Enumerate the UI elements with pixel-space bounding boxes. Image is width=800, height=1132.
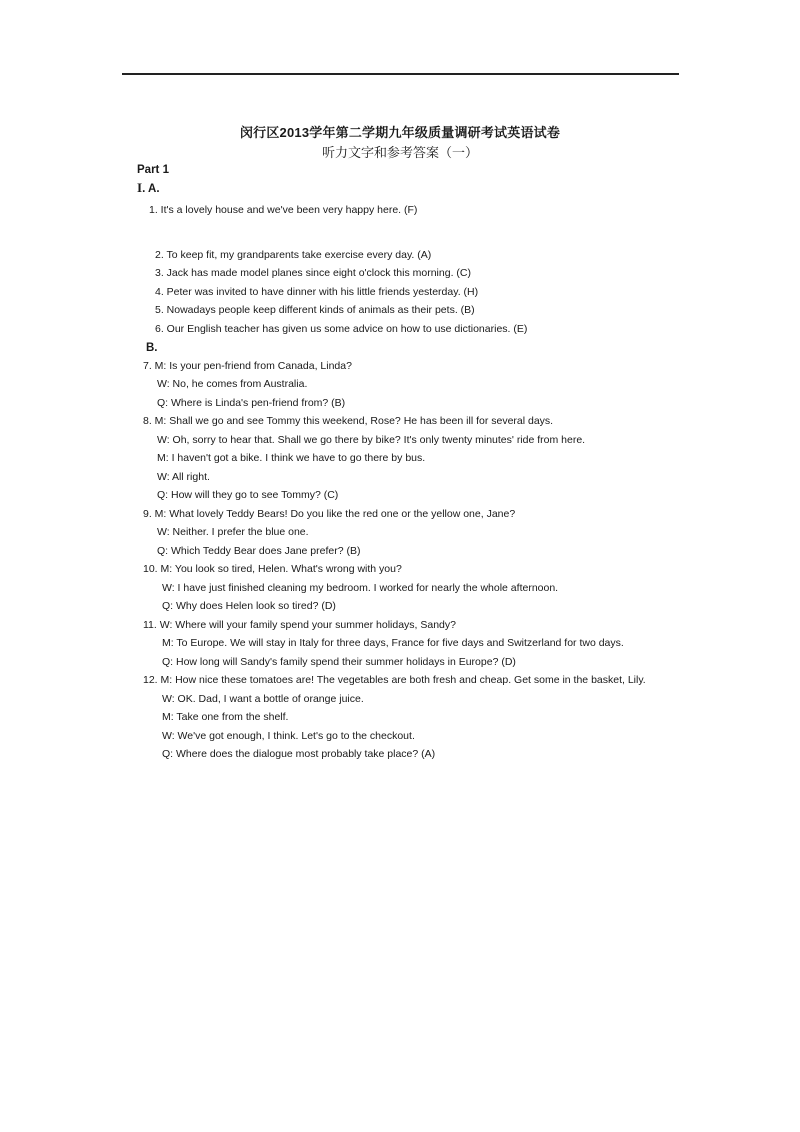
dialogue-line: W: We've got enough, I think. Let's go to the checkout. <box>162 730 415 742</box>
dialogue-line: 12. M: How nice these tomatoes are! The vegetables are both fresh and cheap. Get some in the basket, Lily. <box>143 674 646 686</box>
document-title: 闵行区2013学年第二学期九年级质量调研考试英语试卷 <box>239 125 561 140</box>
dialogue-line: W: I have just finished cleaning my bedroom. I worked for nearly the whole afternoon. <box>162 582 559 594</box>
item-line: 6. Our English teacher has given us some advice on how to use dictionaries. (E) <box>155 323 528 335</box>
dialogue-line: W: All right. <box>157 471 210 483</box>
section-b-label: B. <box>146 342 158 354</box>
dialogue-line: Q: Where is Linda's pen-friend from? (B) <box>157 397 346 409</box>
item-line: 1. It's a lovely house and we've been very happy here. (F) <box>149 204 418 216</box>
dialogue-line: 8. M: Shall we go and see Tommy this weekend, Rose? He has been ill for several days. <box>143 415 554 427</box>
item-line: 4. Peter was invited to have dinner with his little friends yesterday. (H) <box>155 286 479 298</box>
dialogue-line: Q: How will they go to see Tommy? (C) <box>157 489 339 501</box>
section-a-label: . A. <box>142 183 160 195</box>
document-subtitle: 听力文字和参考答案（一） <box>321 145 478 160</box>
dialogue-line: 9. M: What lovely Teddy Bears! Do you like the red one or the yellow one, Jane? <box>143 508 516 520</box>
dialogue-line: W: Neither. I prefer the blue one. <box>157 526 309 538</box>
dialogue-line: Q: How long will Sandy's family spend their summer holidays in Europe? (D) <box>162 656 516 668</box>
item-line: 5. Nowadays people keep different kinds of animals as their pets. (B) <box>155 304 475 316</box>
dialogue-line: Q: Why does Helen look so tired? (D) <box>162 600 336 612</box>
section-heading-a <box>137 181 160 196</box>
dialogue-line: 11. W: Where will your family spend your summer holidays, Sandy? <box>143 619 456 631</box>
dialogue-line: M: I haven't got a bike. I think we have to go there by bus. <box>157 452 426 464</box>
dialogue-line: W: No, he comes from Australia. <box>157 378 308 390</box>
dialogue-line: W: OK. Dad, I want a bottle of orange juice. <box>162 693 364 705</box>
dialogue-line: 7. M: Is your pen-friend from Canada, Linda? <box>143 360 352 372</box>
dialogue-line: Q: Which Teddy Bear does Jane prefer? (B) <box>157 545 361 557</box>
dialogue-line: W: Oh, sorry to hear that. Shall we go there by bike? It's only twenty minutes' ride from here. <box>157 434 586 446</box>
dialogue-line: M: Take one from the shelf. <box>162 711 289 723</box>
dialogue-line: 10. M: You look so tired, Helen. What's wrong with you? <box>143 563 402 575</box>
item-line: 3. Jack has made model planes since eight o'clock this morning. (C) <box>155 267 471 279</box>
item-line: 2. To keep fit, my grandparents take exercise every day. (A) <box>155 249 432 261</box>
dialogue-line: Q: Where does the dialogue most probably take place? (A) <box>162 748 436 760</box>
roman-numeral: I <box>137 180 143 195</box>
part-label: Part 1 <box>137 164 169 176</box>
dialogue-line: M: To Europe. We will stay in Italy for three days, France for five days and Switzerland for two days. <box>162 637 624 649</box>
